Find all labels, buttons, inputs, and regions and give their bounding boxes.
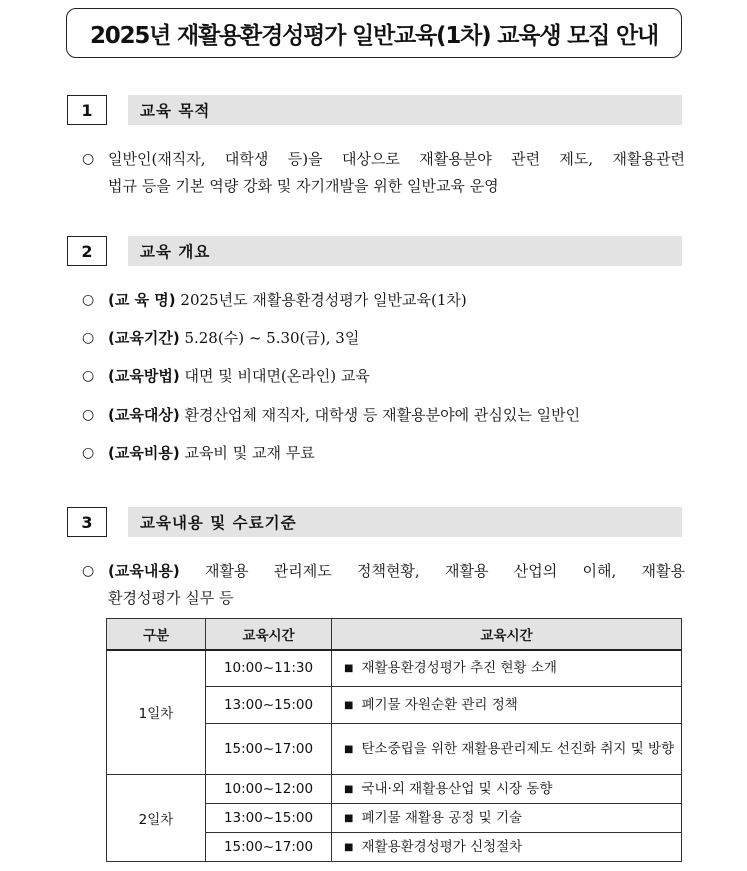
overview-value: 5.28(수) ~ 5.30(금), 3일 [184, 329, 360, 347]
time-cell: 13:00~15:00 [206, 687, 332, 724]
content-line-1: 재활용 관리제도 정책현황, 재활용 산업의 이해, 재활용 [204, 562, 685, 580]
square-bullet-icon: ■ [344, 783, 354, 795]
overview-item [82, 326, 685, 350]
day-cell: 1일차 [107, 650, 206, 775]
topic-cell [332, 804, 682, 833]
bullet-icon: ○ [82, 368, 95, 384]
section-2-heading: 교육 개요 [128, 236, 682, 266]
section-3-heading: 교육내용 및 수료기준 [128, 507, 682, 537]
document-title-text: 2025년 재활용환경성평가 일반교육(1차) 교육생 모집 안내 [89, 22, 659, 49]
bullet-icon: ○ [82, 445, 95, 461]
overview-label: (교육방법) [108, 367, 180, 385]
topic-cell [332, 775, 682, 804]
topic-text: 재활용환경성평가 추진 현황 소개 [361, 659, 557, 676]
overview-item [82, 403, 685, 427]
bullet-icon: ○ [82, 563, 95, 579]
overview-label: (교육대상) [108, 406, 180, 424]
overview-item [82, 441, 685, 465]
time-cell: 10:00~12:00 [206, 775, 332, 804]
square-bullet-icon: ■ [344, 841, 354, 853]
topic-text: 탄소중립을 위한 재활용관리제도 선진화 취지 및 방향 [361, 740, 675, 757]
square-bullet-icon: ■ [344, 662, 354, 674]
header-topic: 교육시간 [332, 619, 682, 650]
topic-cell [332, 724, 682, 775]
content-item [82, 559, 685, 610]
section-1-heading: 교육 목적 [128, 95, 682, 125]
overview-label: (교 육 명) [108, 291, 176, 309]
schedule-table [106, 618, 682, 862]
purpose-line-2: 법규 등을 기본 역량 강화 및 자기개발을 위한 일반교육 운영 [108, 177, 499, 195]
document-title [66, 8, 682, 58]
overview-value: 대면 및 비대면(온라인) 교육 [184, 367, 370, 385]
topic-cell [332, 833, 682, 862]
square-bullet-icon: ■ [344, 743, 354, 755]
purpose-line-1: 일반인(재직자, 대학생 등)을 대상으로 재활용분야 관련 제도, 재활용관련 [108, 150, 685, 168]
section-2-number: 2 [67, 236, 107, 266]
time-cell: 15:00~17:00 [206, 833, 332, 862]
overview-value: 환경산업체 재직자, 대학생 등 재활용분야에 관심있는 일반인 [184, 406, 581, 424]
time-cell: 13:00~15:00 [206, 804, 332, 833]
overview-label: (교육기간) [108, 329, 180, 347]
bullet-icon: ○ [82, 151, 95, 167]
topic-text: 재활용환경성평가 신청절차 [361, 838, 523, 855]
overview-value: 2025년도 재활용환경성평가 일반교육(1차) [180, 291, 467, 309]
topic-text: 폐기물 재활용 공정 및 기술 [361, 809, 523, 826]
topic-cell [332, 650, 682, 687]
time-cell: 15:00~17:00 [206, 724, 332, 775]
table-header-row [107, 619, 682, 650]
overview-item [82, 288, 685, 312]
square-bullet-icon: ■ [344, 699, 354, 711]
topic-text: 국내·외 재활용산업 및 시장 동향 [361, 780, 553, 797]
day-cell: 2일차 [107, 775, 206, 862]
bullet-icon: ○ [82, 292, 95, 308]
content-line-2: 환경성평가 실무 등 [108, 589, 234, 607]
section-1-number: 1 [67, 95, 107, 125]
bullet-icon: ○ [82, 407, 95, 423]
topic-text: 폐기물 자원순환 관리 정책 [361, 696, 518, 713]
purpose-item [82, 147, 685, 198]
square-bullet-icon: ■ [344, 812, 354, 824]
table-row [107, 775, 682, 804]
header-day: 구분 [107, 619, 206, 650]
bullet-icon: ○ [82, 330, 95, 346]
header-time: 교육시간 [206, 619, 332, 650]
overview-label: (교육비용) [108, 444, 180, 462]
time-cell: 10:00~11:30 [206, 650, 332, 687]
overview-item [82, 364, 685, 388]
content-label: (교육내용) [108, 562, 180, 580]
overview-value: 교육비 및 교재 무료 [184, 444, 315, 462]
topic-cell [332, 687, 682, 724]
section-3-number: 3 [67, 507, 107, 537]
table-row [107, 650, 682, 687]
